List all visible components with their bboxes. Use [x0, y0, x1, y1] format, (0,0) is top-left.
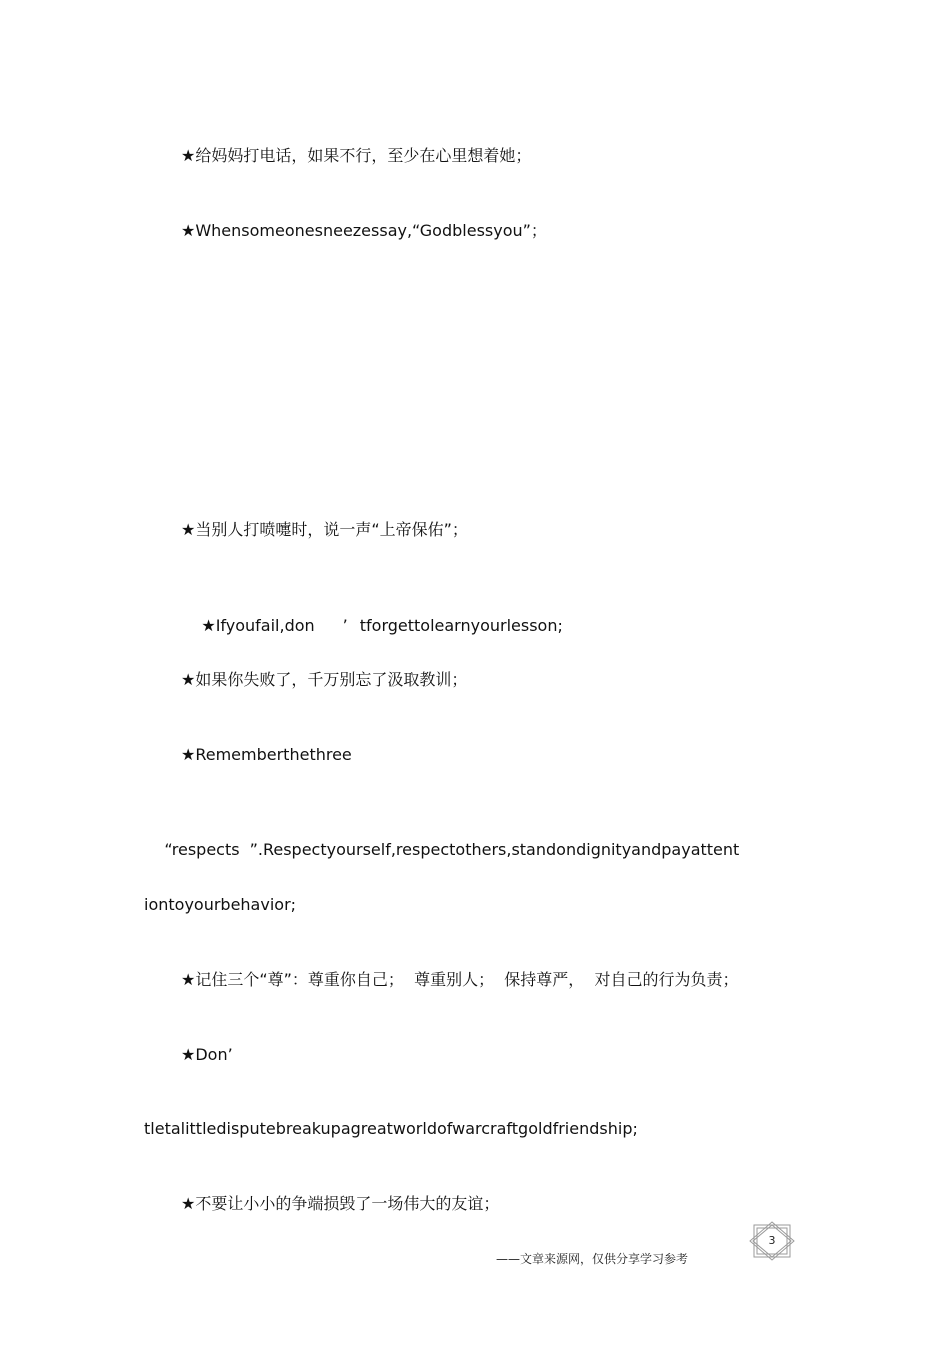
footer-source-note: ——文章来源网，仅供分享学习参考	[496, 1252, 689, 1266]
text-line-three-respects-en-start: ★Rememberthethree	[181, 745, 352, 764]
text-line-dispute-cn: ★不要让小小的争端损毁了一场伟大的友谊；	[181, 1194, 500, 1213]
apostrophe: ’	[342, 616, 348, 635]
text-line-god-bless-cn: ★当别人打喷嚏时，说一声“上帝保佑”；	[181, 520, 468, 539]
text-fragment-2: tforgettolearnyourlesson;	[359, 616, 563, 635]
text-line-dispute-en-cont: tletalittledisputebreakupagreatworldofwarcraftgoldfriendship;	[144, 1119, 638, 1138]
text-line-fail-lesson-cn: ★如果你失败了，千万别忘了汲取教训；	[181, 670, 468, 689]
text-fragment-1: ★Ifyoufail,don	[201, 616, 315, 635]
text-fragment-respects: “respects	[164, 840, 240, 859]
text-line-dispute-en-start: ★Don’	[181, 1045, 233, 1064]
text-line-call-mom-cn: ★给妈妈打电话，如果不行，至少在心里想着她；	[181, 146, 532, 165]
text-fragment-respect-yourself: ”.Respectyourself,respectothers,standondignityandpayattent	[249, 840, 740, 859]
page-number: 3	[768, 1234, 776, 1247]
text-line-three-respects-cn: ★记住三个“尊”：尊重你自己； 尊重别人； 保持尊严， 对自己的行为负责；	[181, 970, 739, 989]
text-line-three-respects-en-cont	[144, 820, 739, 880]
text-line-fail-lesson-en	[181, 596, 563, 656]
text-line-god-bless-en: ★Whensomeonesneezessay,“Godblessyou”；	[181, 221, 547, 240]
text-line-three-respects-en-end: iontoyourbehavior;	[144, 895, 297, 914]
